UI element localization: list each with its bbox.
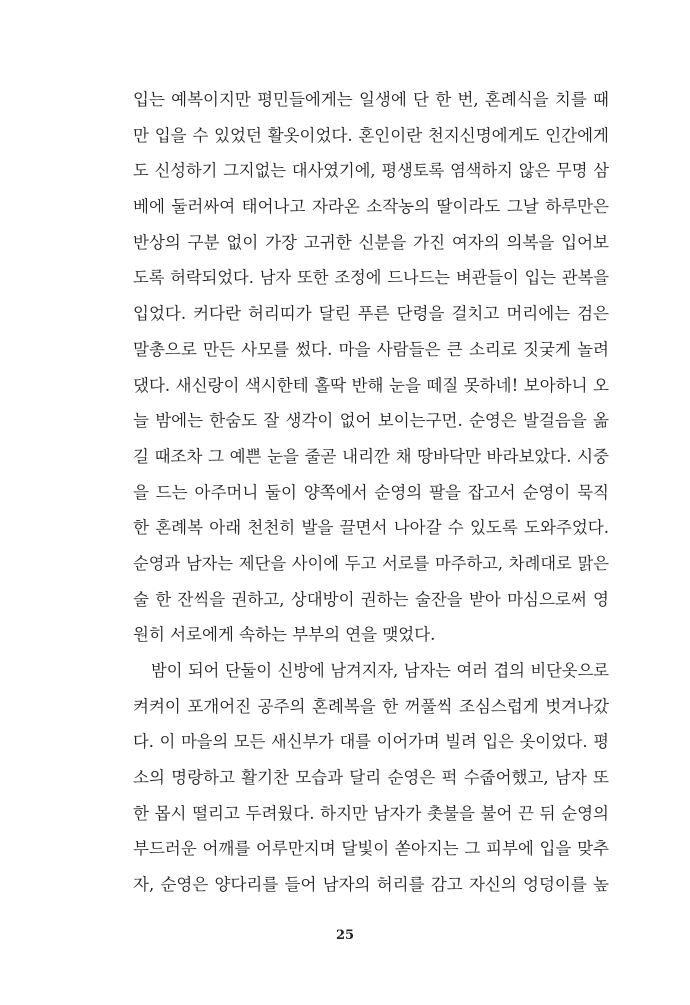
text-line: 도 신성하기 그지없는 대사였기에, 평생토록 염색하지 않은 무명 삼 xyxy=(133,161,609,181)
text-line: 반상의 구분 없이 가장 고귀한 신분을 가진 여자의 의복을 입어보 xyxy=(133,232,609,252)
text-line: 소의 명랑하고 활기찬 모습과 달리 순영은 퍽 수줍어했고, 남자 또 xyxy=(133,768,609,788)
text-line: 늘 밤에는 한숨도 잘 생각이 없어 보이는구먼. 순영은 발걸음을 옮 xyxy=(133,411,609,431)
text-line: 부드러운 어깨를 어루만지며 달빛이 쏟아지는 그 피부에 입을 맞추 xyxy=(133,839,609,859)
text-line: 만 입을 수 있었던 활옷이었다. 혼인이란 천지신명에게도 인간에게 xyxy=(133,125,609,145)
paragraph-1 xyxy=(133,82,609,653)
text-line: 입는 예복이지만 평민들에게는 일생에 단 한 번, 혼례식을 치를 때 xyxy=(133,90,609,109)
text-line: 다. 이 마을의 모든 새신부가 대를 이어가며 빌려 입은 옷이었다. 평 xyxy=(133,732,609,752)
text-line: 을 드는 아주머니 둘이 양쪽에서 순영의 팔을 잡고서 순영이 묵직 xyxy=(133,482,609,502)
text-line: 밤이 되어 단둘이 신방에 남겨지자, 남자는 여러 겹의 비단옷으로 xyxy=(151,661,609,680)
text-line: 한 혼례복 아래 천천히 발을 끌면서 나아갈 수 있도록 도와주었다. xyxy=(133,518,609,538)
text-line: 도록 허락되었다. 남자 또한 조정에 드나드는 벼관들이 입는 관복을 xyxy=(133,268,609,288)
text-line: 길 때조차 그 예쁜 눈을 줄곧 내리깐 채 땅바닥만 바라보았다. 시중 xyxy=(133,446,609,466)
text-line: 베에 둘러싸여 태어나고 자라온 소작농의 딸이라도 그날 하루만은 xyxy=(133,197,609,217)
text-line: 입었다. 커다란 허리띠가 달린 푸른 단령을 걸치고 머리에는 검은 xyxy=(133,304,609,324)
page-number: 25 xyxy=(335,928,355,943)
text-line: 원히 서로에게 속하는 부부의 연을 맺었다. xyxy=(133,625,436,645)
text-line: 순영과 남자는 제단을 사이에 두고 서로를 마주하고, 차례대로 맑은 xyxy=(133,553,609,573)
text-line: 술 한 잔씩을 권하고, 상대방이 권하는 술잔을 받아 마심으로써 영 xyxy=(133,589,609,609)
text-line: 댔다. 새신랑이 색시한테 홀딱 반해 눈을 떼질 못하네! 보아하니 오 xyxy=(133,375,609,395)
text-line: 자, 순영은 양다리를 들어 남자의 허리를 감고 자신의 엉덩이를 높 xyxy=(133,875,609,895)
body-text xyxy=(133,82,609,903)
text-line: 한 몹시 떨리고 두려웠다. 하지만 남자가 촛불을 불어 끈 뒤 순영의 xyxy=(133,803,609,823)
text-line: 켜켜이 포개어진 공주의 혼례복을 한 꺼풀씩 조심스럽게 벗겨나갔 xyxy=(133,696,609,716)
text-line: 말총으로 만든 사모를 썼다. 마을 사람들은 큰 소리로 짓궂게 놀려 xyxy=(133,339,609,359)
paragraph-2 xyxy=(133,653,609,903)
